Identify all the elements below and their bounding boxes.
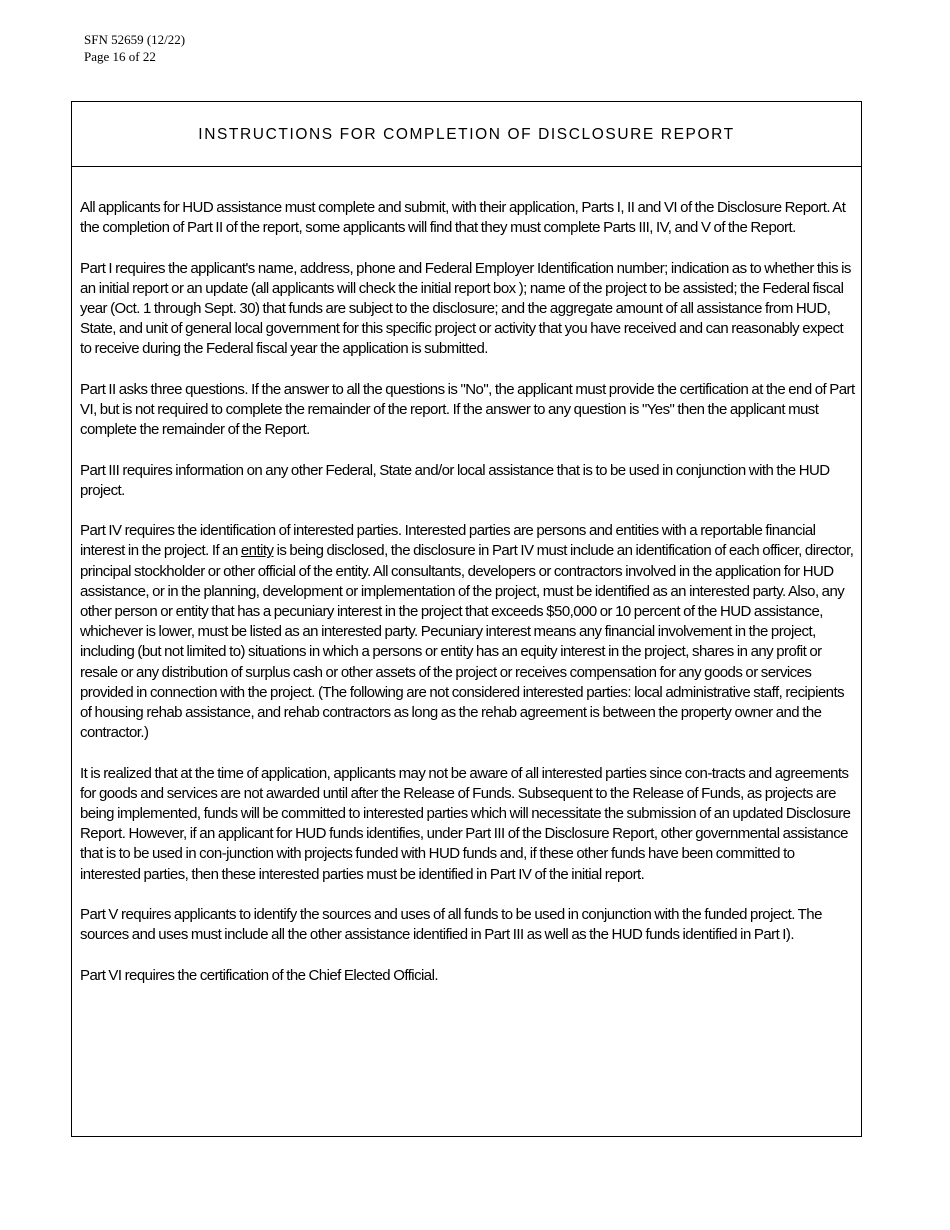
paragraph-part-iii: Part III requires information on any other Federal, State and/or local assistance that is to be used in conjunction with the HUD project. <box>80 461 830 499</box>
paragraph-part-ii: Part II asks three questions. If the answer to all the questions is "No", the applicant must provide the certification at the end of Part VI, but is not required to complete the remainder of the report. If the answer to any question is "Yes" then the applicant must complete the remainder of the Report. <box>80 380 855 439</box>
paragraph-interested-parties-timing: It is realized that at the time of application, applicants may not be aware of all interested parties since con-tracts and agreements for goods and services are not awarded until after the Release of Funds. Subsequent to the Release of Funds, as projects are being implemented, funds will be committed to interested parties which will necessitate the submission of an updated Disclosure Report. However, if an applicant for HUD funds identifies, under Part III of the Disclosure Report, other governmental assistance that is to be used in con-junction with projects funded with HUD funds and, if these other funds have been committed to interested parties, then these interested parties must be identified in Part IV of the initial report. <box>80 764 851 883</box>
paragraph-overview: All applicants for HUD assistance must complete and submit, with their application, Parts I, II and VI of the Disclosure Report. At the completion of Part II of the report, some applicants will find that they must complete Parts III, IV, and V of the Report. <box>80 199 846 237</box>
paragraph-part-v: Part V requires applicants to identify the sources and uses of all funds to be used in conjunction with the funded project. The sources and uses must include all the other assistance identified in Part III as well as the HUD funds identified in Part I). <box>80 906 822 944</box>
paragraph-part-iv <box>80 521 857 743</box>
form-number: SFN 52659 (12/22) <box>84 32 186 47</box>
part-iv-text-start: Part IV requires the identification of interested parties. Interested parties are persons and entities with a reportable financial interest in the project. If an <box>80 522 816 560</box>
instructions-body <box>72 167 861 986</box>
form-header <box>84 31 185 65</box>
part-iv-text-end: is being disclosed, the disclosure in Part IV must include an identification of each officer, director, principal stockholder or other official of the entity. All consultants, developers or contractors involved in the application for HUD assistance, or in the planning, development or implementation of the project, must be identified as an interested party. Also, any other person or entity that has a pecuniary interest in the project that exceeds $50,000 or 10 percent of the HUD assistance, whichever is lower, must be listed as an interested party. Pecuniary interest means any financial involvement in the project, including (but not limited to) situations in which a persons or entity has an equity interest in the project, shares in any profit or resale or any distribution of surplus cash or other assets of the project or receives compensation for any goods or services provided in connection with the project. (The following are not considered interested parties: local administrative staff, recipients of housing rehab assistance, and rehab contractors as long as the rehab agreement is between the property owner and the contractor.) <box>80 542 854 742</box>
entity-term: entity <box>240 542 274 560</box>
page-number: Page 16 of 22 <box>84 49 156 64</box>
instructions-box <box>71 101 862 1137</box>
instructions-title: INSTRUCTIONS FOR COMPLETION OF DISCLOSURE REPORT <box>72 102 861 167</box>
paragraph-part-i: Part I requires the applicant's name, address, phone and Federal Employer Identification number; indication as to whether this is an initial report or an update (all applicants will check the initial report box ); name of the project to be assisted; the Federal fiscal year (Oct. 1 through Sept. 30) that funds are subject to the disclosure; and the aggregate amount of all assistance from HUD, State, and unit of general local government for this specific project or activity that you have received and can reasonably expect to receive during the Federal fiscal year the application is submitted. <box>80 259 851 358</box>
paragraph-part-vi: Part VI requires the certification of the Chief Elected Official. <box>80 966 438 984</box>
